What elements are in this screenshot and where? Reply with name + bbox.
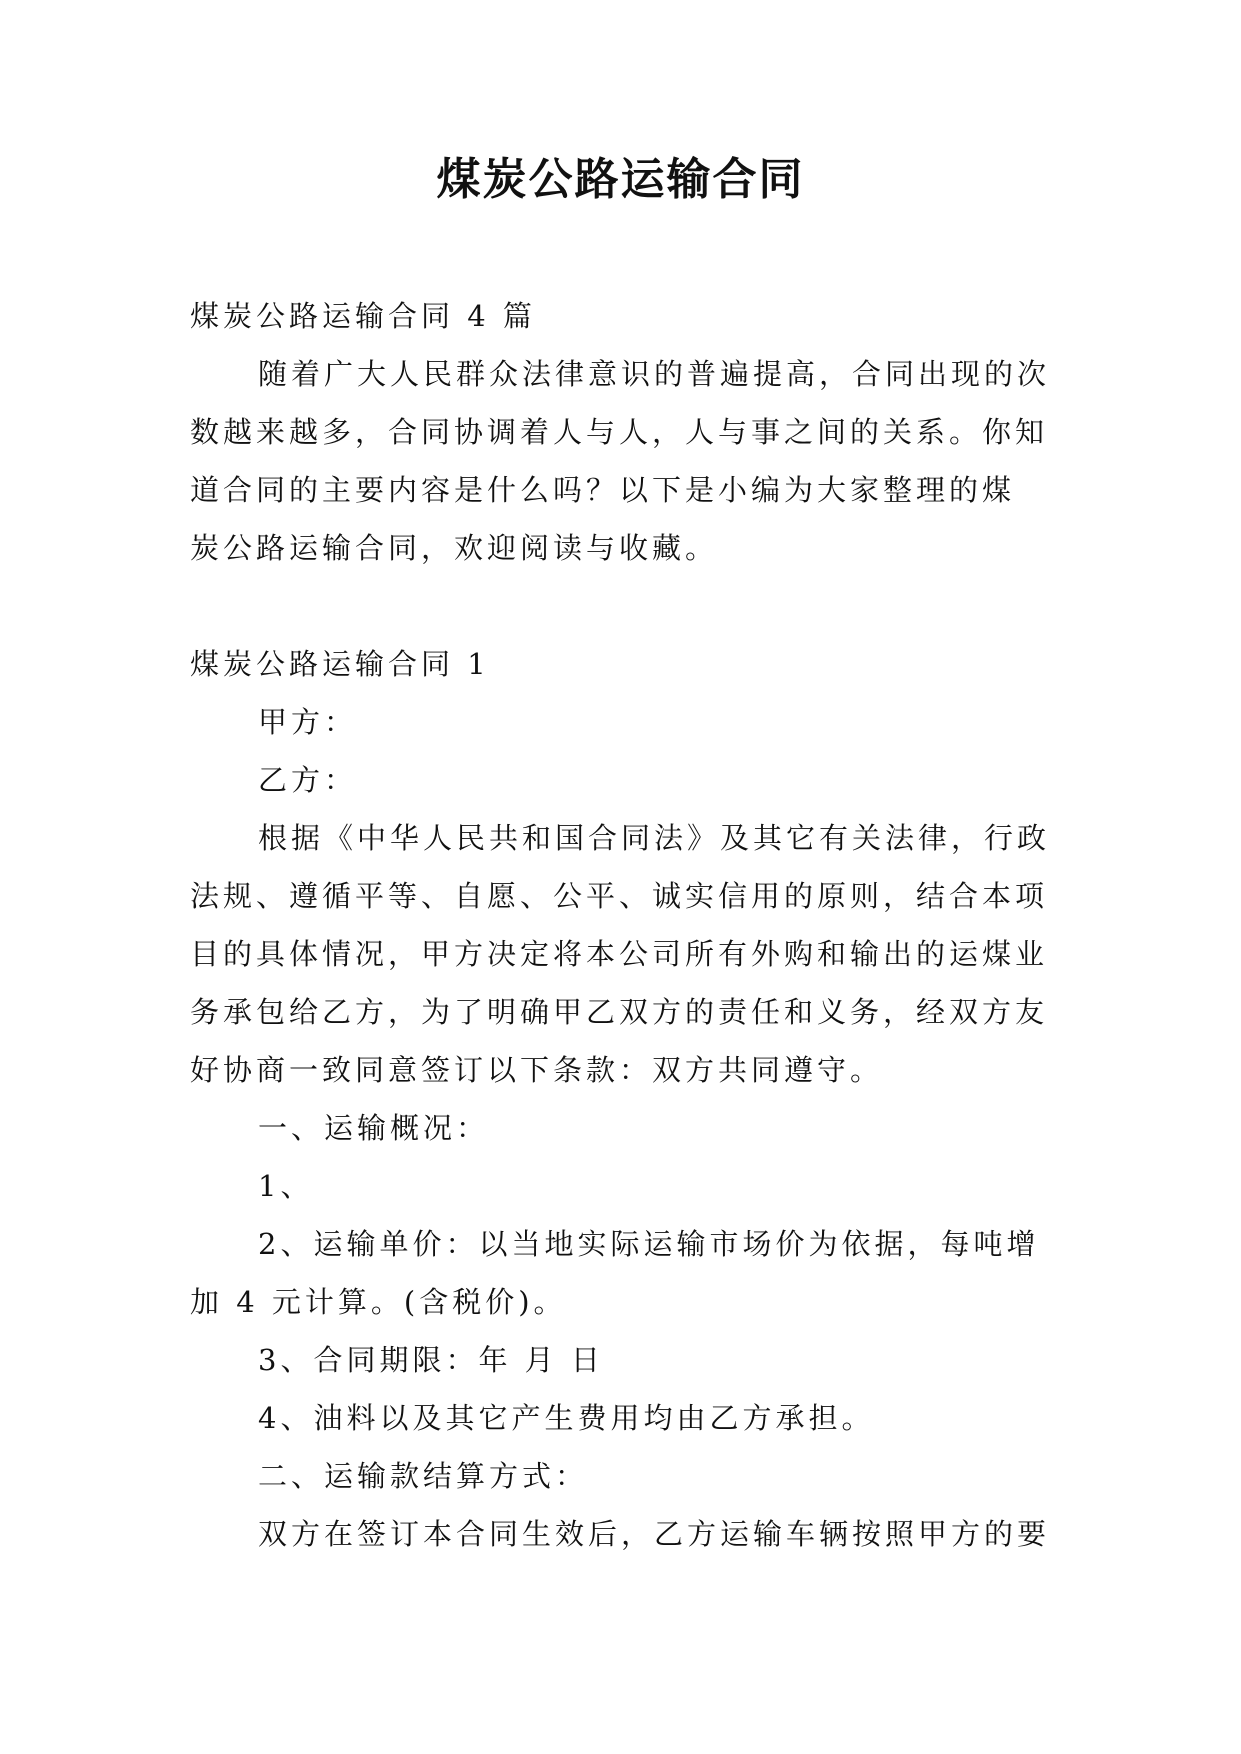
subtitle-line: 煤炭公路运输合同 4 篇 xyxy=(190,299,536,333)
basis-line-3: 目的具体情况，甲方决定将本公司所有外购和输出的运煤业 xyxy=(190,937,1049,971)
intro-line-2: 数越来越多，合同协调着人与人，人与事之间的关系。你知 xyxy=(190,415,1049,449)
intro-line-4: 炭公路运输合同，欢迎阅读与收藏。 xyxy=(190,531,719,565)
clause-item-2-line-1: 2、运输单价：以当地实际运输市场价为依据，每吨增 xyxy=(258,1227,1040,1261)
basis-line-5: 好协商一致同意签订以下条款：双方共同遵守。 xyxy=(190,1053,884,1087)
clause-item-3: 3、合同期限：年 月 日 xyxy=(258,1343,604,1377)
document-title: 煤炭公路运输合同 xyxy=(436,154,805,205)
basis-line-1: 根据《中华人民共和国合同法》及其它有关法律，行政 xyxy=(258,821,1051,855)
clause-heading-2: 二、运输款结算方式： xyxy=(258,1459,589,1493)
clause-item-4: 4、油料以及其它产生费用均由乙方承担。 xyxy=(258,1401,875,1435)
clause-item-2-line-2: 加 4 元计算。(含税价)。 xyxy=(190,1285,567,1319)
basis-line-2: 法规、遵循平等、自愿、公平、诚实信用的原则，结合本项 xyxy=(190,879,1049,913)
section-heading: 煤炭公路运输合同 1 xyxy=(190,647,490,681)
intro-line-3: 道合同的主要内容是什么吗？以下是小编为大家整理的煤 xyxy=(190,473,1016,507)
basis-line-4: 务承包给乙方，为了明确甲乙双方的责任和义务，经双方友 xyxy=(190,995,1049,1029)
party-a-line: 甲方： xyxy=(258,705,358,739)
party-b-line: 乙方： xyxy=(258,763,358,797)
clause-item-1: 1、 xyxy=(258,1169,314,1203)
clause-heading-1: 一、运输概况： xyxy=(258,1111,490,1145)
document-body xyxy=(190,287,1052,1563)
intro-line-1: 随着广大人民群众法律意识的普遍提高，合同出现的次 xyxy=(258,357,1051,391)
settlement-line-1: 双方在签订本合同生效后，乙方运输车辆按照甲方的要 xyxy=(258,1517,1051,1551)
